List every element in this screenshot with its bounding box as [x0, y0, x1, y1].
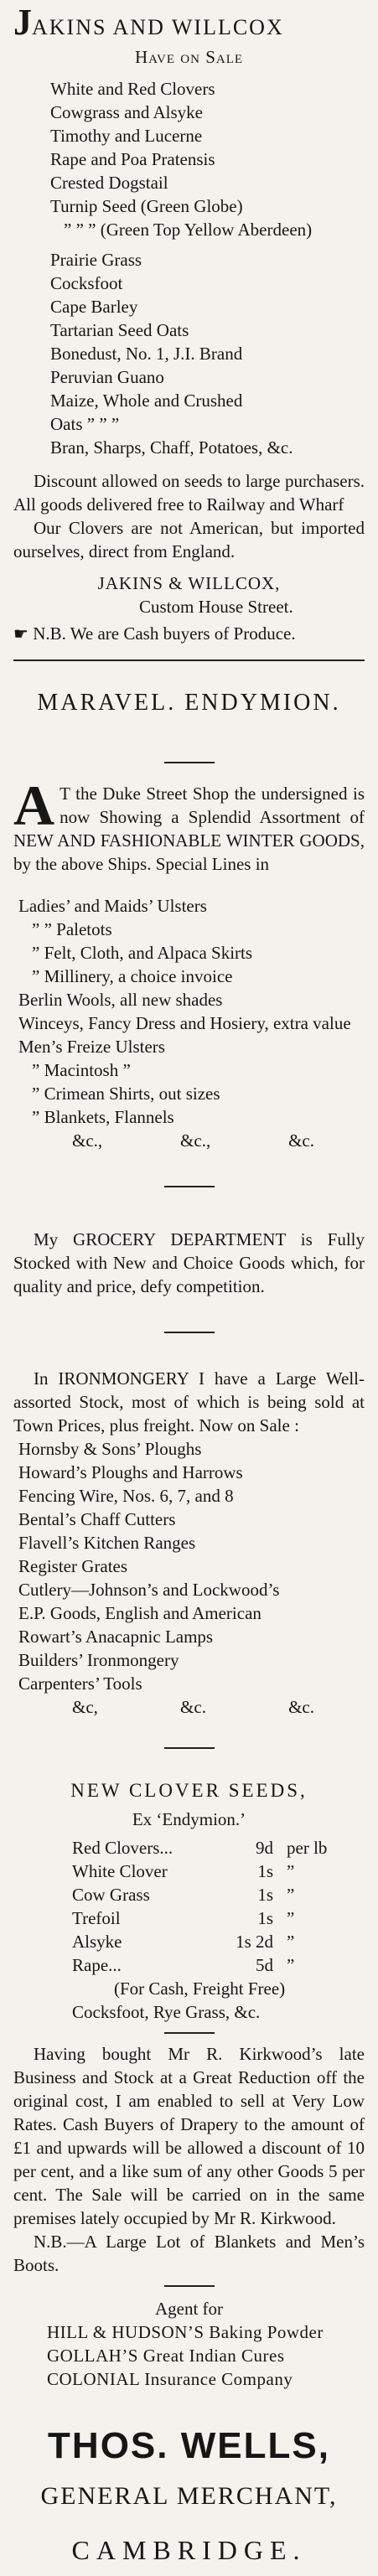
ad3-headline: NEW CLOVER SEEDS, — [70, 1780, 308, 1801]
price-name: Trefoil — [72, 1908, 121, 1928]
ad1-title — [13, 2, 365, 43]
price-value: 5d — [256, 1955, 273, 1975]
ad2-line: ” Millinery, a choice invoice — [32, 966, 233, 986]
ad2-iron-item: Rowart’s Anacapnic Lamps — [18, 1627, 214, 1647]
ad1-item: Prairie Grass — [50, 250, 142, 270]
ad1-item: Crested Dogstail — [50, 173, 168, 193]
short-divider — [164, 762, 215, 763]
ad1-discount-para: Discount allowed on seeds to large purchasers. All goods delivered free to Railway and Wharf — [13, 471, 365, 515]
ad1-item: Timothy and Lucerne — [50, 126, 203, 146]
ad3-business: Having bought Mr R. Kirkwood’s late Business and Stock at a Great Reduction off the original cost, I am enabled to sell at Very Low Rates. Cash Buyers of Drapery to the amount of £1 and upwards will be allowed a discount of 10 per cent, and a like sum of any other Goods 5 per cent. The Sale will be carried on in the same premises lately occupied by Mr R. Kirkwood. — [13, 2044, 365, 2228]
price-unit: ” — [287, 1885, 295, 1905]
ad1-item: ” ” ” (Green Top Yellow Aberdeen) — [64, 220, 313, 240]
price-row — [13, 1883, 365, 1906]
price-value: 1s — [257, 1861, 273, 1881]
ad2-iron-item: E.P. Goods, English and American — [18, 1603, 261, 1623]
ad1-item: Turnip Seed (Green Globe) — [50, 196, 243, 216]
ad1-item: Rape and Poa Pratensis — [50, 149, 215, 169]
etc: &c. — [180, 1697, 206, 1717]
ad3-price-list — [13, 1836, 365, 1977]
ad2-iron-items — [13, 1437, 365, 1695]
price-unit: ” — [287, 1955, 295, 1975]
ad2-line: Winceys, Fancy Dress and Hosiery, extra value — [18, 1013, 351, 1033]
price-unit: ” — [287, 1908, 295, 1928]
agent-item: HILL & HUDSON’S Baking Powder — [47, 2322, 324, 2342]
ad1-item: Peruvian Guano — [50, 367, 164, 387]
short-divider — [164, 1747, 215, 1749]
ad2-dropcap: A — [13, 782, 55, 837]
ad1-items — [13, 77, 365, 459]
ad2-intro — [13, 782, 365, 876]
divider — [13, 660, 365, 661]
ad1-subtitle: Have on Sale — [134, 47, 244, 67]
ad1-item: Bonedust, No. 1, J.I. Brand — [50, 344, 243, 364]
ad2-lines — [13, 894, 365, 1129]
ad2-iron-item: Howard’s Ploughs and Harrows — [18, 1462, 243, 1482]
ad1-nb — [13, 622, 365, 646]
ad1-nb-text: N.B. We are Cash buyers of Produce. — [33, 623, 296, 644]
ad2-line: Men’s Freize Ulsters — [18, 1037, 165, 1057]
duke-street-shop-ad — [13, 675, 365, 1719]
price-value: 1s — [257, 1885, 273, 1905]
ad2-iron-item: Flavell’s Kitchen Ranges — [18, 1533, 196, 1553]
etc: &c., — [72, 1130, 103, 1151]
price-row — [13, 1836, 365, 1860]
ad1-sign-addr: Custom House Street. — [139, 597, 293, 617]
ad2-iron-item: Builders’ Ironmongery — [18, 1650, 179, 1670]
ad1-item: Cape Barley — [50, 297, 138, 317]
ad2-line: ” Macintosh ” — [32, 1060, 131, 1080]
ad1-item: Oats ” ” ” — [50, 414, 120, 434]
price-name: Cow Grass — [72, 1885, 150, 1905]
ad2-headline: MARAVEL. ENDYMION. — [37, 690, 341, 716]
ad2-iron-item: Hornsby & Sons’ Ploughs — [18, 1439, 202, 1459]
price-unit: ” — [287, 1932, 295, 1952]
jakins-willcox-ad — [13, 2, 365, 646]
ad2-etc-row — [13, 1129, 365, 1152]
price-name: Red Clovers... — [72, 1838, 173, 1858]
ad2-intro-text: T the Duke Street Shop the undersigned is now Showing a Splendid Assortment of NEW AND FASHIONABLE WINTER GOODS, by the above Ships. Special Lines in — [13, 784, 365, 874]
ad3-cocksfoot: Cocksfoot, Rye Grass, &c. — [72, 2002, 261, 2022]
price-value: 1s 2d — [236, 1932, 273, 1952]
ad3-ex: Ex ‘Endymion.’ — [132, 1809, 246, 1829]
price-unit: ” — [287, 1861, 295, 1881]
ad3-agents — [13, 2320, 365, 2391]
ad2-grocery: My GROCERY DEPARTMENT is Fully Stocked with New and Choice Goods which, for quality and price, defy competition. — [13, 1229, 365, 1296]
ad2-line: ” ” Paletots — [32, 919, 112, 939]
etc: &c, — [72, 1697, 98, 1717]
ad2-line: Berlin Wools, all new shades — [18, 990, 223, 1010]
etc: &c. — [288, 1697, 314, 1717]
price-name: Alsyke — [72, 1932, 122, 1952]
ad1-item: Bran, Sharps, Chaff, Potatoes, &c. — [50, 437, 293, 458]
price-row — [13, 1930, 365, 1953]
price-row — [13, 1906, 365, 1930]
price-name: Rape... — [72, 1955, 122, 1975]
price-name: White Clover — [72, 1861, 168, 1881]
ad2-iron-item: Fencing Wire, Nos. 6, 7, and 8 — [18, 1486, 234, 1506]
ad3-nb: N.B.—A Large Lot of Blankets and Men’s Boots. — [13, 2232, 365, 2275]
pointing-hand-icon: ☛ — [13, 625, 28, 644]
agent-item: COLONIAL Insurance Company — [47, 2369, 293, 2389]
etc: &c. — [288, 1130, 314, 1151]
ad2-iron-item: Bental’s Chaff Cutters — [18, 1509, 176, 1529]
ad2-line: ” Blankets, Flannels — [32, 1107, 174, 1127]
short-divider — [164, 2285, 215, 2287]
price-value: 1s — [257, 1908, 273, 1928]
ad2-iron-item: Register Grates — [18, 1556, 128, 1576]
ad3-town: CAMBRIDGE. — [71, 2535, 307, 2565]
short-divider — [164, 1332, 215, 1333]
price-row — [13, 1860, 365, 1883]
ad2-line: ” Felt, Cloth, and Alpaca Skirts — [32, 943, 253, 963]
ad1-clover-para: Our Clovers are not American, but imported ourselves, direct from England. — [13, 518, 365, 561]
ad2-line: Ladies’ and Maids’ Ulsters — [18, 896, 207, 916]
agent-item: GOLLAH’S Great Indian Cures — [47, 2346, 285, 2366]
price-value: 9d — [256, 1838, 273, 1858]
clover-seeds-ad — [13, 1779, 365, 2565]
ad2-iron-etc-row — [13, 1695, 365, 1719]
ad2-line: ” Crimean Shirts, out sizes — [32, 1084, 220, 1104]
ad3-firm-title: GENERAL MERCHANT, — [40, 2482, 338, 2510]
ad1-item: Maize, Whole and Crushed — [50, 391, 243, 411]
price-unit: per lb — [287, 1838, 328, 1858]
ad3-firm-name: THOS. WELLS, — [48, 2425, 330, 2466]
ad3-cash-note: (For Cash, Freight Free) — [114, 1979, 286, 1999]
ad1-title-rest: AKINS AND WILLCOX — [32, 15, 284, 39]
etc: &c., — [180, 1130, 211, 1151]
ad1-item: Cocksfoot — [50, 273, 123, 293]
ad3-agent-label: Agent for — [154, 2299, 224, 2319]
short-divider — [164, 1186, 215, 1187]
ad1-sign-name: JAKINS & WILLCOX, — [97, 573, 281, 593]
ad1-item: Tartarian Seed Oats — [50, 320, 189, 340]
ad1-item: White and Red Clovers — [50, 79, 215, 99]
short-divider — [164, 2032, 215, 2034]
ad2-iron-item: Carpenters’ Tools — [18, 1673, 142, 1694]
ad2-iron-item: Cutlery—Johnson’s and Lockwood’s — [18, 1580, 280, 1600]
price-row — [13, 1953, 365, 1977]
ad1-item: Cowgrass and Alsyke — [50, 102, 203, 122]
ad2-ironmongery-intro: In IRONMONGERY I have a Large Well-assorted Stock, most of which is being sold at Town Prices, plus freight. Now on Sale : — [13, 1368, 365, 1435]
ad1-title-initial: J — [13, 2, 32, 43]
